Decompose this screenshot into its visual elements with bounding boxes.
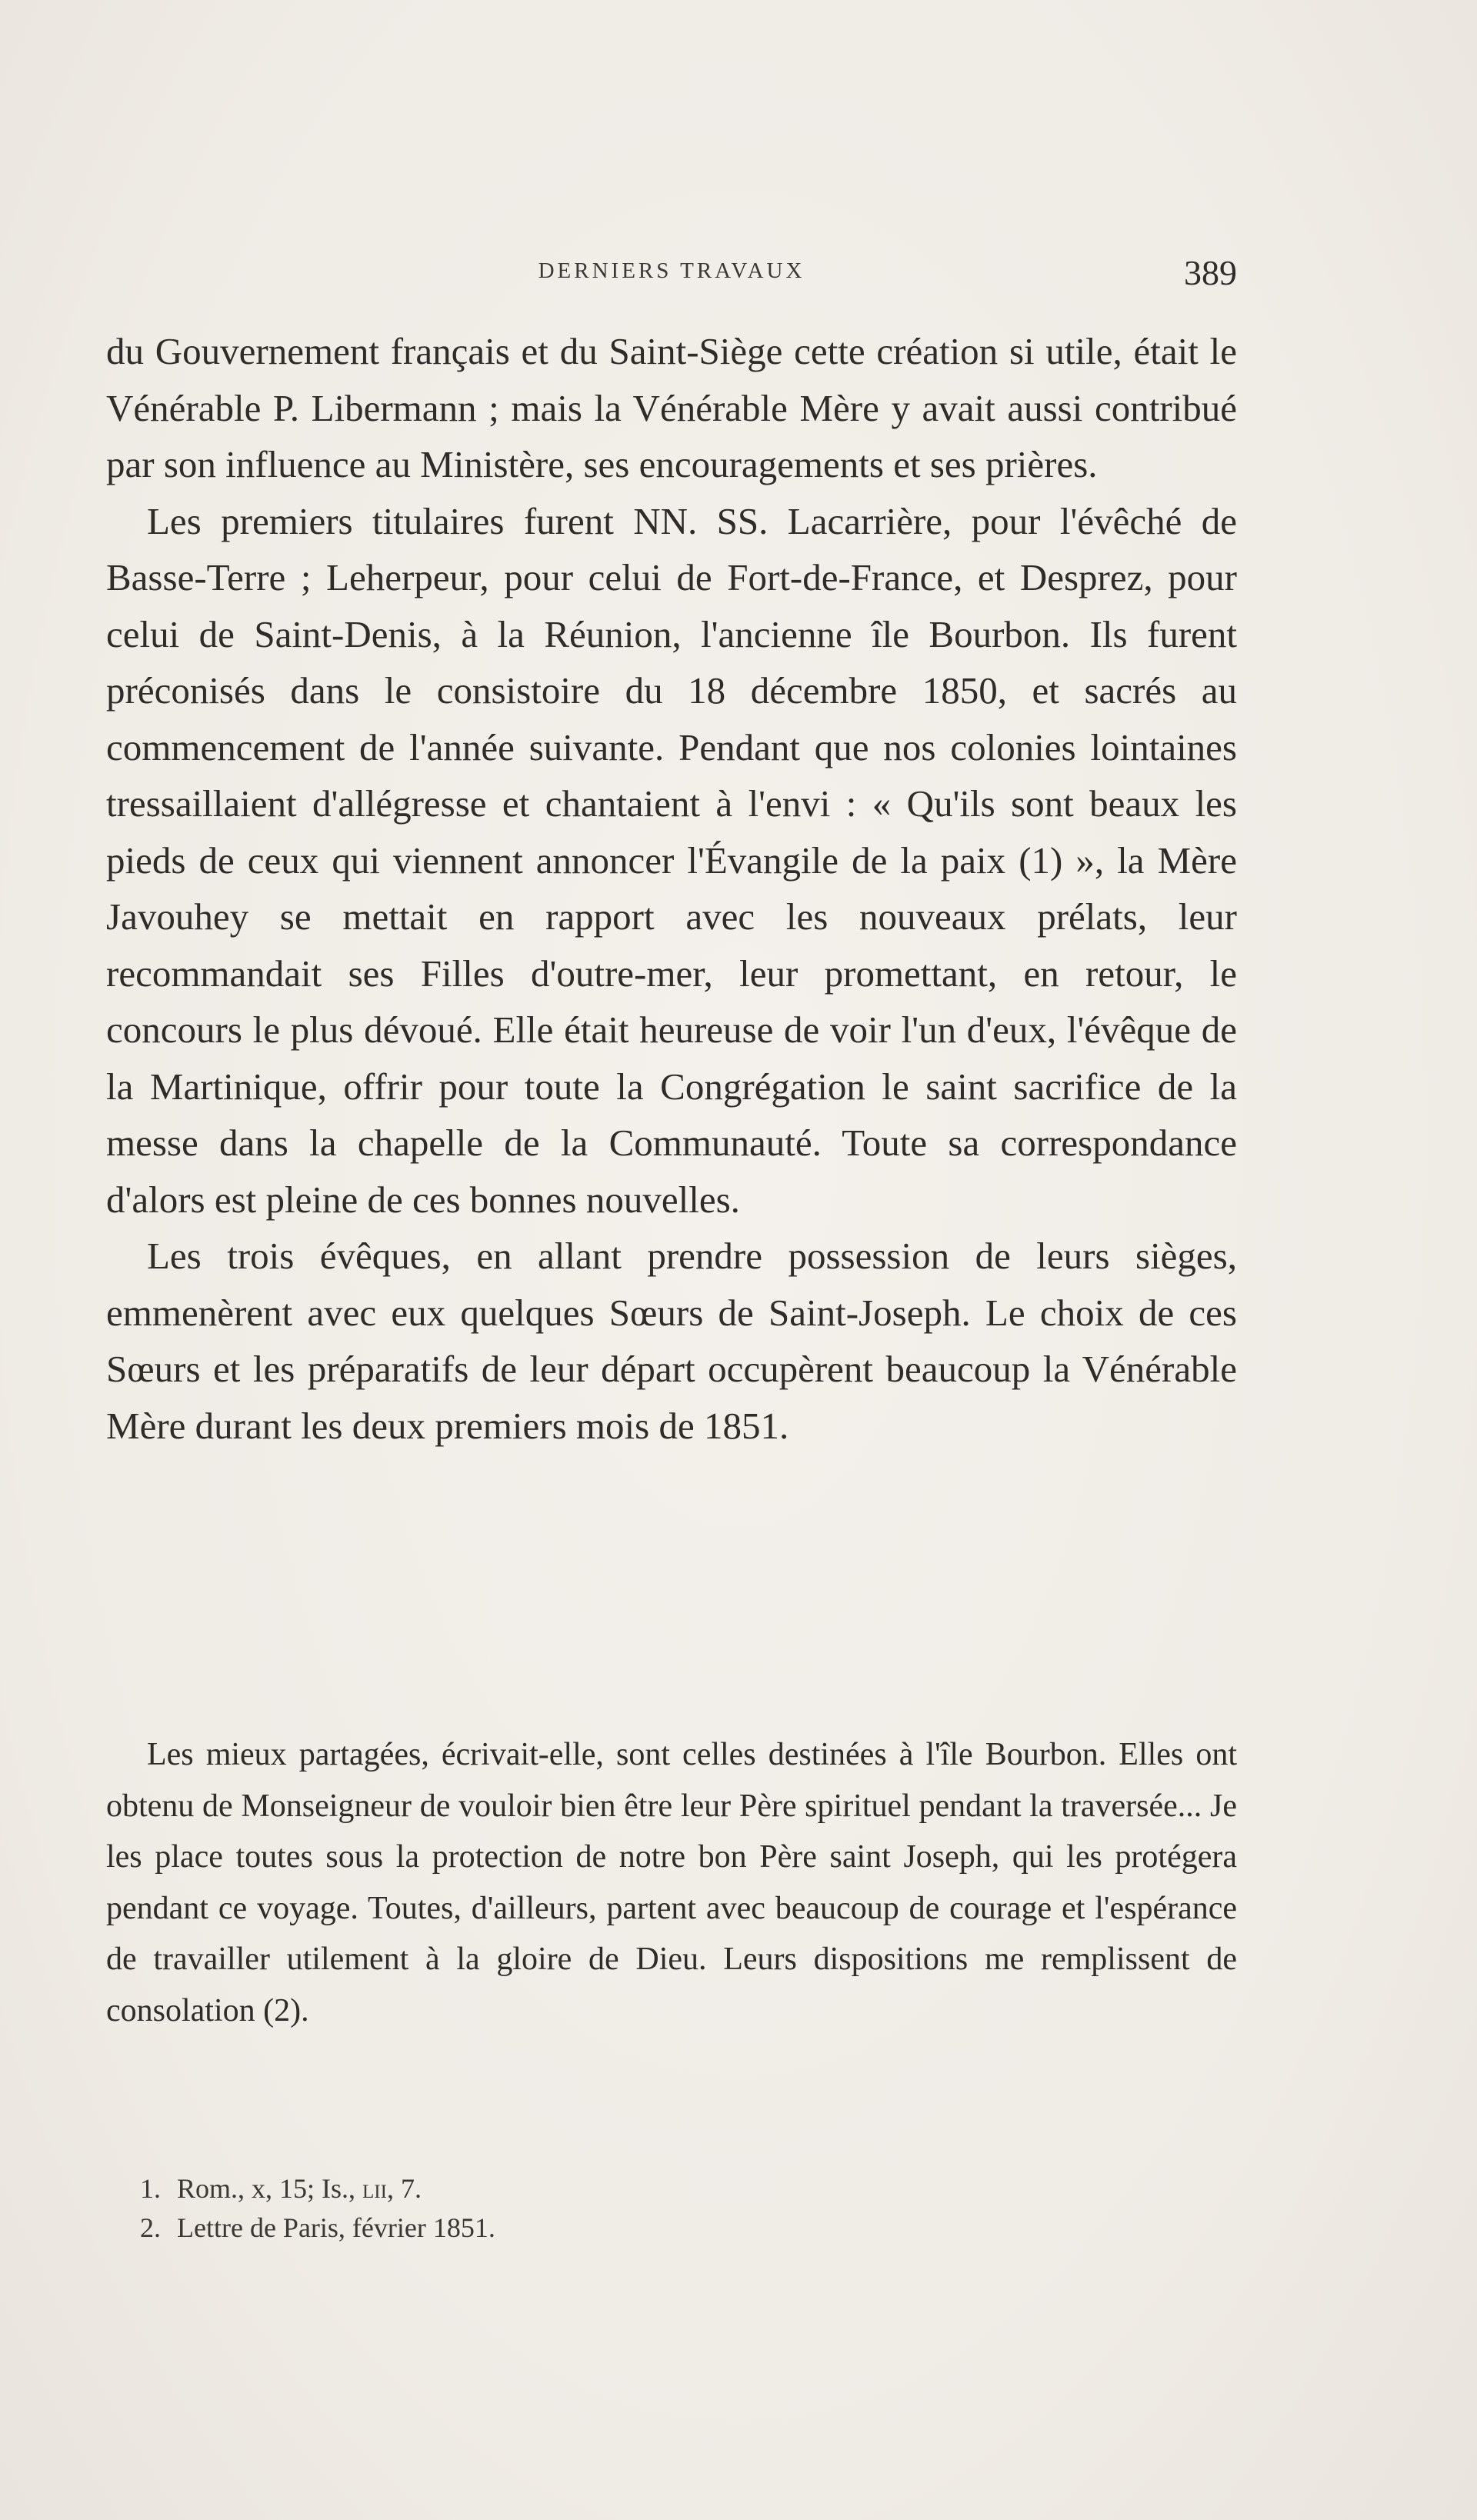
footnote-number: 2. [140, 2212, 161, 2243]
block-quote: Les mieux partagées, écrivait-elle, sont celles destinées à l'île Bourbon. Elles ont obtenu de Monseigneur de vouloir bien être leur Père spirituel pendant la traversée... Je les place toutes sous la protection de notre bon Père saint Joseph, qui les protégera pendant ce voyage. Toutes, d'ailleurs, partent avec beaucoup de courage et l'espérance de travailler utilement à la gloire de Dieu. Leurs dispositions me remplissent de consolation (2). [106, 1737, 1237, 2028]
footnote-number: 1. [140, 2173, 161, 2204]
page-number: 389 [1184, 253, 1237, 292]
footnote-tail: , 7. [386, 2173, 422, 2204]
running-head: DERNIERS TRAVAUX [538, 258, 805, 283]
paragraph-continuation: du Gouvernement français et du Saint-Siège cette création si utile, était le Vénérable P. Libermann ; mais la Vénérable Mère y avait aussi contribué par son influence au Ministère, ses encouragements et ses prières. [106, 330, 1237, 485]
footnote-reference: Rom., x, 15; Is., [177, 2173, 363, 2204]
footnote-reference: Lettre de Paris, février 1851. [177, 2212, 495, 2243]
body-text [106, 323, 1237, 1454]
paragraph: Les trois évêques, en allant prendre possession de leurs sièges, emmenèrent avec eux quelques Sœurs de Saint-Joseph. Le choix de ces Sœurs et les préparatifs de leur départ occupèrent beaucoup la Vénérable Mère durant les deux premiers mois de 1851. [106, 1235, 1237, 1447]
footnotes [140, 2169, 1140, 2248]
footnote-2 [140, 2208, 1140, 2248]
paragraph: Les premiers titulaires furent NN. SS. Lacarrière, pour l'évêché de Basse-Terre ; Leherpeur, pour celui de Fort-de-France, et Desprez, pour celui de Saint-Denis, à la Réunion, l'ancienne île Bourbon. Ils furent préconisés dans le consistoire du 18 décembre 1850, et sacrés au commencement de l'année suivante. Pendant que nos colonies lointaines tressaillaient d'allégresse et chantaient à l'envi : « Qu'ils sont beaux les pieds de ceux qui viennent annoncer l'Évangile de la paix (1) », la Mère Javouhey se mettait en rapport avec les nouveaux prélats, leur recommandait ses Filles d'outre-mer, leur promettant, en retour, le concours le plus dévoué. Elle était heureuse de voir l'un d'eux, l'évêque de la Martinique, offrir pour toute la Congrégation le saint sacrifice de la messe dans la chapelle de la Communauté. Toute sa correspondance d'alors est pleine de ces bonnes nouvelles. [106, 499, 1237, 1221]
footnote-roman-numeral: lii [362, 2173, 387, 2204]
page-header [106, 252, 1237, 298]
footnote-1 [140, 2169, 1140, 2208]
